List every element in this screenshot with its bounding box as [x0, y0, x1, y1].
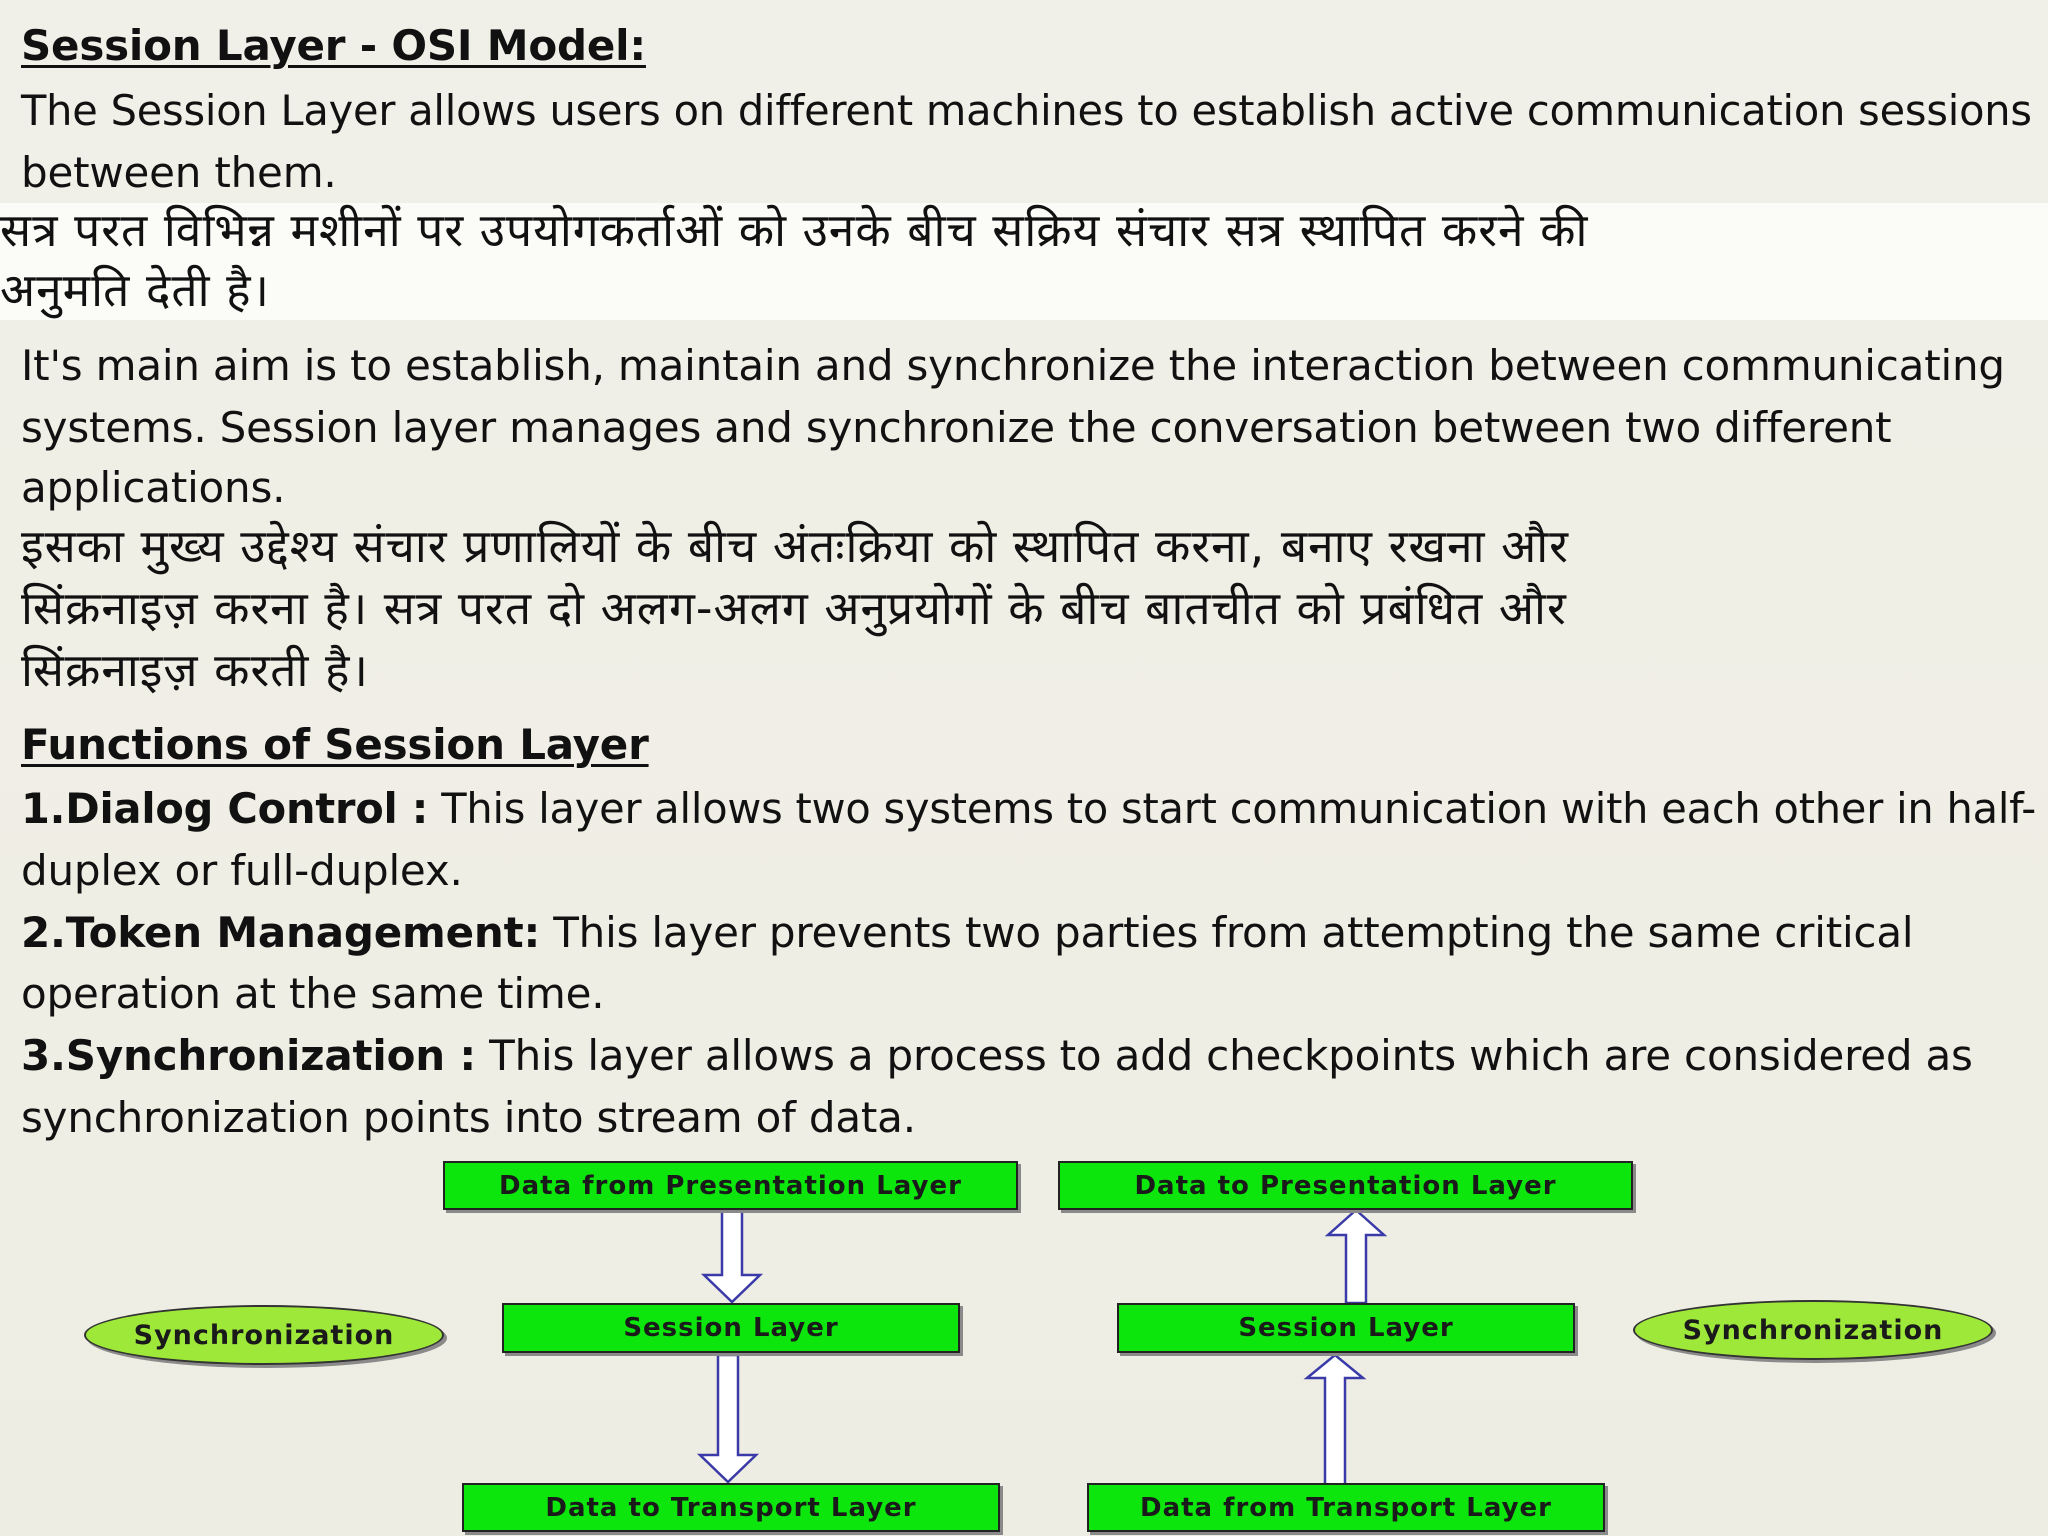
function-text: This layer prevents two parties from attempting the same critical — [540, 908, 1914, 957]
function-dialog-control-cont: duplex or full-duplex. — [21, 846, 463, 895]
functions-heading: Functions of Session Layer — [21, 720, 649, 769]
aim-hindi-line-2: सिंक्रनाइज़ करना है। सत्र परत दो अलग-अलग अनुप्रयोगों के बीच बातचीत को प्रबंधित और — [21, 581, 1567, 635]
function-label: 3.Synchronization : — [21, 1031, 477, 1080]
function-text: This layer allows a process to add checkpoints which are considered as — [476, 1031, 1973, 1080]
intro-hindi-line-1: सत्र परत विभिन्न मशीनों पर उपयोगकर्ताओं को उनके बीच सक्रिय संचार सत्र स्थापित करने की — [0, 203, 1589, 257]
function-text: This layer allows two systems to start communication with each other in half- — [428, 784, 2037, 833]
session-layer-box-left: Session Layer — [502, 1303, 960, 1353]
synchronization-ellipse-left: Synchronization — [84, 1305, 444, 1365]
synchronization-ellipse-right: Synchronization — [1633, 1300, 1993, 1360]
function-label: 2.Token Management: — [21, 908, 541, 957]
function-token-management-cont: operation at the same time. — [21, 969, 605, 1018]
arrow-down-icon — [700, 1355, 756, 1482]
aim-line-3: applications. — [21, 463, 286, 512]
intro-line-1: The Session Layer allows users on different machines to establish active communication sessions — [21, 86, 2032, 135]
intro-line-2: between them. — [21, 148, 337, 197]
page-title: Session Layer - OSI Model: — [21, 21, 646, 70]
aim-line-2: systems. Session layer manages and synchronize the conversation between two different — [21, 403, 1892, 452]
aim-line-1: It's main aim is to establish, maintain and synchronize the interaction between communicating — [21, 341, 2005, 390]
data-from-presentation-box: Data from Presentation Layer — [443, 1161, 1018, 1210]
arrow-down-icon — [704, 1210, 760, 1302]
function-synchronization-cont: synchronization points into stream of data. — [21, 1093, 916, 1142]
arrow-up-icon — [1328, 1210, 1384, 1303]
data-to-transport-box: Data to Transport Layer — [462, 1483, 1000, 1532]
aim-hindi-line-1: इसका मुख्य उद्देश्य संचार प्रणालियों के बीच अंतःक्रिया को स्थापित करना, बनाए रखना और — [21, 519, 1569, 573]
arrow-up-icon — [1307, 1355, 1363, 1485]
data-from-transport-box: Data from Transport Layer — [1087, 1483, 1605, 1532]
session-layer-box-right: Session Layer — [1117, 1303, 1575, 1353]
function-label: 1.Dialog Control : — [21, 784, 429, 833]
data-to-presentation-box: Data to Presentation Layer — [1058, 1161, 1633, 1210]
intro-hindi-line-2: अनुमति देती है। — [0, 263, 270, 317]
aim-hindi-line-3: सिंक्रनाइज़ करती है। — [21, 643, 369, 697]
